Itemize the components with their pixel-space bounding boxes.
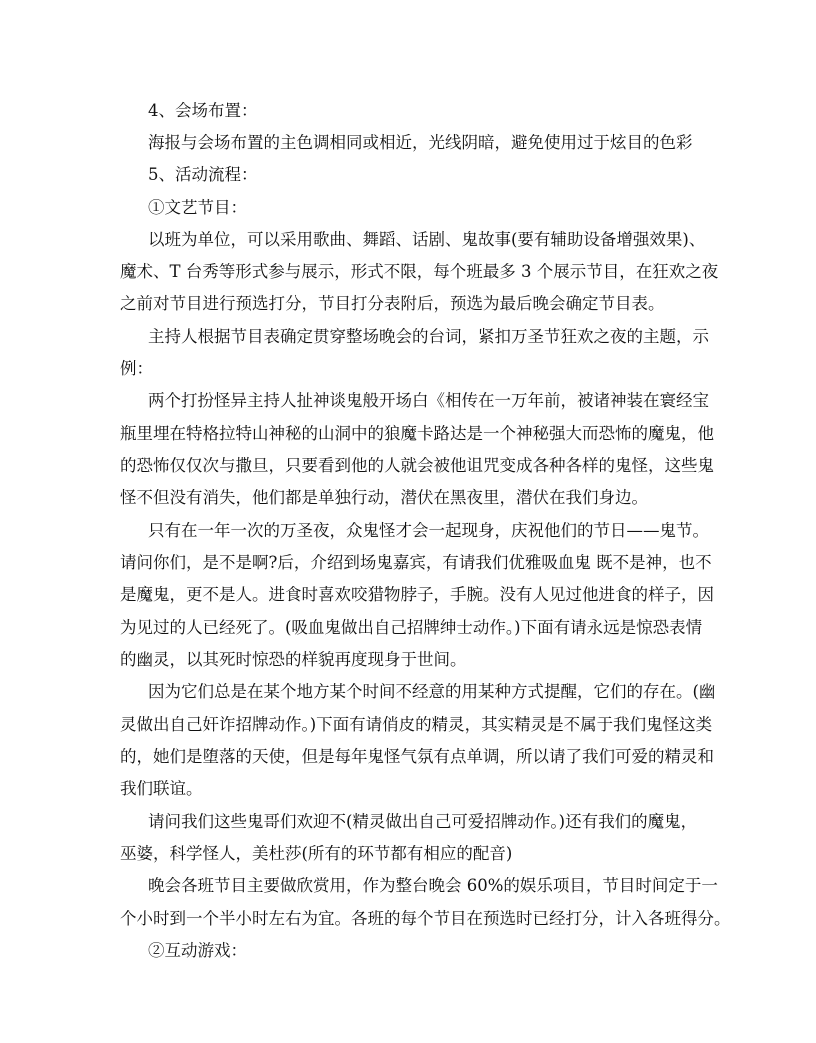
paragraph-line: 因为它们总是在某个地方某个时间不经意的用某种方式提醒，它们的存在。(幽: [148, 682, 716, 701]
paragraph-line: 以班为单位，可以采用歌曲、舞蹈、话剧、鬼故事(要有辅助设备增强效果)、: [148, 230, 706, 249]
paragraph-line: 的幽灵，以其死时惊恐的样貌再度现身于世间。: [120, 650, 467, 669]
paragraph-line: 之前对节目进行预选打分，节目打分表附后，预选为最后晚会确定节目表。: [120, 294, 665, 313]
paragraph-line: 主持人根据节目表确定贯穿整场晚会的台词，紧扣万圣节狂欢之夜的主题，示: [148, 327, 709, 346]
subheading-performances: ①文艺节目：: [148, 198, 247, 217]
paragraph-line: 巫婆，科学怪人，美杜莎(所有的环节都有相应的配音): [120, 844, 513, 863]
heading-venue-layout: 4、会场布置：: [148, 101, 258, 120]
paragraph-line: 晚会各班节目主要做欣赏用，作为整台晚会 60%的娱乐项目，节目时间定于一: [148, 876, 718, 895]
paragraph-line: 灵做出自己奸诈招牌动作。)下面有请俏皮的精灵，其实精灵是不属于我们鬼怪这类: [120, 715, 713, 734]
paragraph-line: 我们联谊。: [120, 779, 203, 798]
paragraph-line: 海报与会场布置的主色调相同或相近，光线阴暗，避免使用过于炫目的色彩: [148, 133, 693, 152]
paragraph-line: 个小时到一个半小时左右为宜。各班的每个节目在预选时已经打分，计入各班得分。: [120, 909, 731, 928]
paragraph-line: 只有在一年一次的万圣夜，众鬼怪才会一起现身，庆祝他们的节日——鬼节。: [148, 521, 709, 540]
paragraph-line: 魔术、T 台秀等形式参与展示，形式不限，每个班最多 3 个展示节目，在狂欢之夜: [120, 262, 719, 281]
heading-activity-flow: 5、活动流程：: [148, 165, 258, 184]
paragraph-line: 的恐怖仅仅次与撒旦，只要看到他的人就会被他诅咒变成各种各样的鬼怪，这些鬼: [120, 456, 714, 475]
paragraph-line: 瓶里埋在特格拉特山神秘的山洞中的狼魔卡路达是一个神秘强大而恐怖的魔鬼，他: [120, 424, 714, 443]
paragraph-line: 请问你们，是不是啊?后，介绍到场鬼嘉宾，有请我们优雅吸血鬼 既不是神，也不: [120, 553, 712, 572]
paragraph-line: 是魔鬼，更不是人。进食时喜欢咬猎物脖子，手腕。没有人见过他进食的样子，因: [120, 585, 714, 604]
subheading-interactive-games: ②互动游戏：: [148, 941, 247, 960]
paragraph-line: 两个打扮怪异主持人扯神谈鬼般开场白《相传在一万年前，被诸神装在寰经宝: [148, 391, 709, 410]
paragraph-line: 怪不但没有消失，他们都是单独行动，潜伏在黑夜里，潜伏在我们身边。: [120, 488, 648, 507]
paragraph-line: 的，她们是堕落的天使，但是每年鬼怪气氛有点单调，所以请了我们可爱的精灵和: [120, 747, 714, 766]
paragraph-line: 为见过的人已经死了。(吸血鬼做出自己招牌绅士动作。)下面有请永远是惊恐表情: [120, 618, 703, 637]
paragraph-line: 例：: [120, 359, 153, 378]
paragraph-line: 请问我们这些鬼哥们欢迎不(精灵做出自己可爱招牌动作。)还有我们的魔鬼，: [148, 812, 698, 831]
